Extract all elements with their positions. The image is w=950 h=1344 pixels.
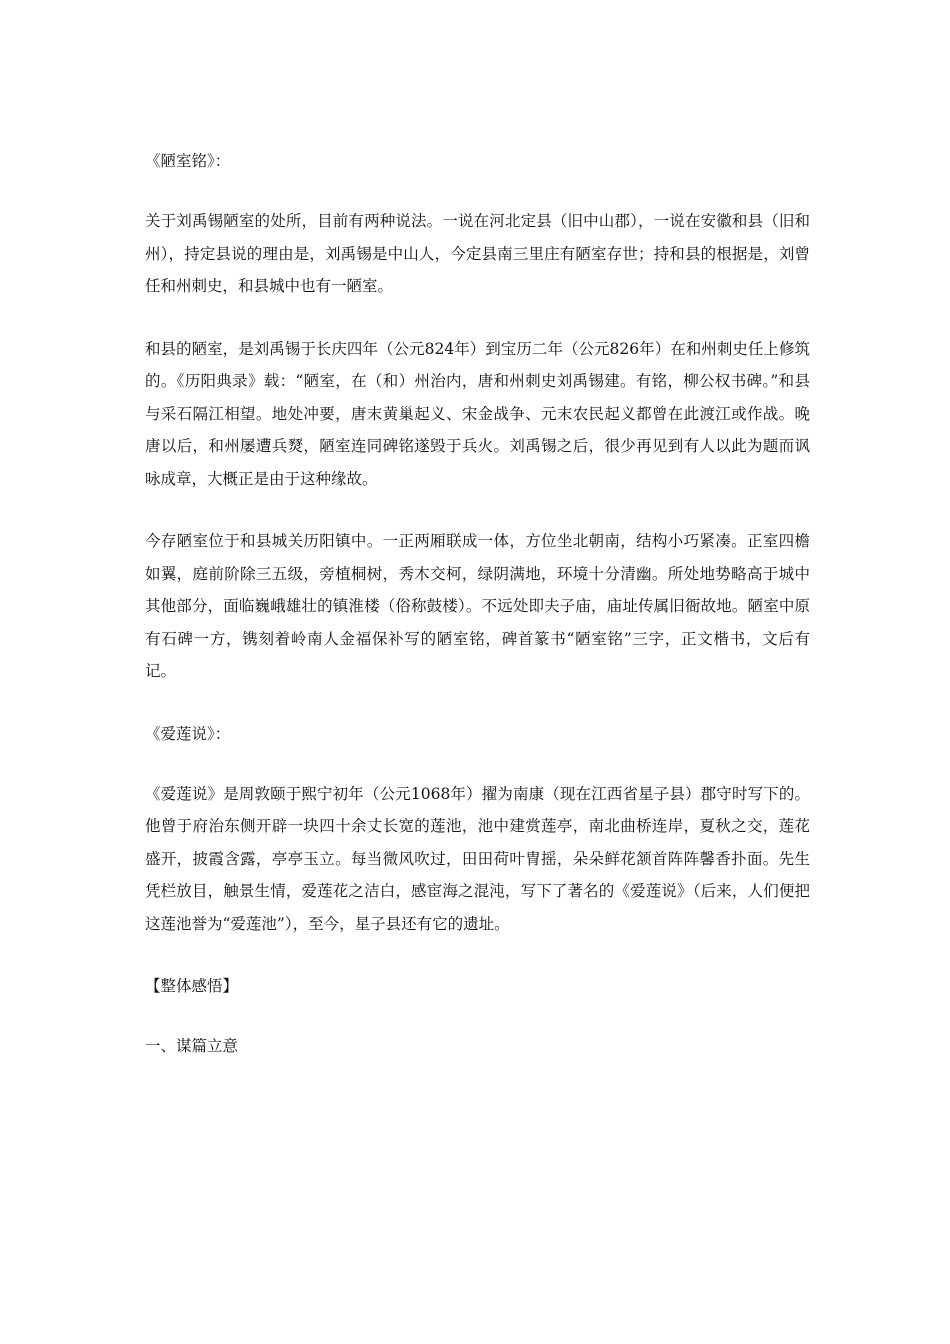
paragraph-lousi-location: 关于刘禹锡陋室的处所，目前有两种说法。一说在河北定县（旧中山郡），一说在安徽和县（旧和州），持定县说的理由是，刘禹锡是中山人，今定县南三里庄有陋室存世；持和县的根据是，刘曾任和州刺史，和县城中也有一陋室。 [145, 212, 810, 295]
overall-perception-heading: 【整体感悟】 [145, 977, 239, 995]
lousiming-heading: 《陋室铭》： [145, 152, 231, 170]
paragraph-ailianshuo-background: 《爱莲说》是周敦颐于熙宁初年（公元1068年）擢为南康（现在江西省星子县）郡守时写下的。他曾于府治东侧开辟一块四十余丈长宽的莲池，池中建赏莲亭，南北曲桥连岸，夏秋之交，莲花盛开，披霞含露，亭亭玉立。每当微风吹过，田田荷叶冑摇，朵朵鲜花颔首阵阵馨香扑面。先生凭栏放目，触景生情，爱莲花之洁白，感宦海之混沌，写下了著名的《爱莲说》（后来，人们便把这莲池誉为“爱莲池”），至今，星子县还有它的遗址。 [145, 784, 810, 933]
subheading-structure-intent: 一、谋篇立意 [145, 1037, 239, 1055]
document-body [145, 145, 810, 1062]
paragraph-hexian-lousi-history: 和县的陋室，是刘禹锡于长庆四年（公元824年）到宝历二年（公元826年）在和州刺史任上修筑的。《历阳典录》载：“陋室，在（和）州治内，唐和州刺史刘禹锡建。有铭，柳公权书碑。”和县与采石隔江相望。地处冲要，唐末黄巢起义、宋金战争、元末农民起义都曾在此渡江或作战。晚唐以后，和州屡遭兵燹，陋室连同碑铭遂毁于兵火。刘禹锡之后，很少再见到有人以此为题而讽咏成章，大概正是由于这种缘故。 [145, 339, 810, 488]
ailianshuo-heading: 《爱莲说》： [145, 724, 231, 743]
paragraph-existing-lousi: 今存陋室位于和县城关历阳镇中。一正两厢联成一体，方位坐北朝南，结构小巧紧凑。正室四檐如翼，庭前阶除三五级，旁植桐树，秀木交柯，绿阴满地，环境十分清幽。所处地势略高于城中其他部分，面临巍峨雄壮的镇淮楼（俗称鼓楼）。不远处即夫子庙，庙址传属旧衙故地。陋室中原有石碑一方，镌刻着岭南人金福保补写的陋室铭，碑首篆书“陋室铭”三字，正文楷书，文后有记。 [145, 532, 810, 680]
